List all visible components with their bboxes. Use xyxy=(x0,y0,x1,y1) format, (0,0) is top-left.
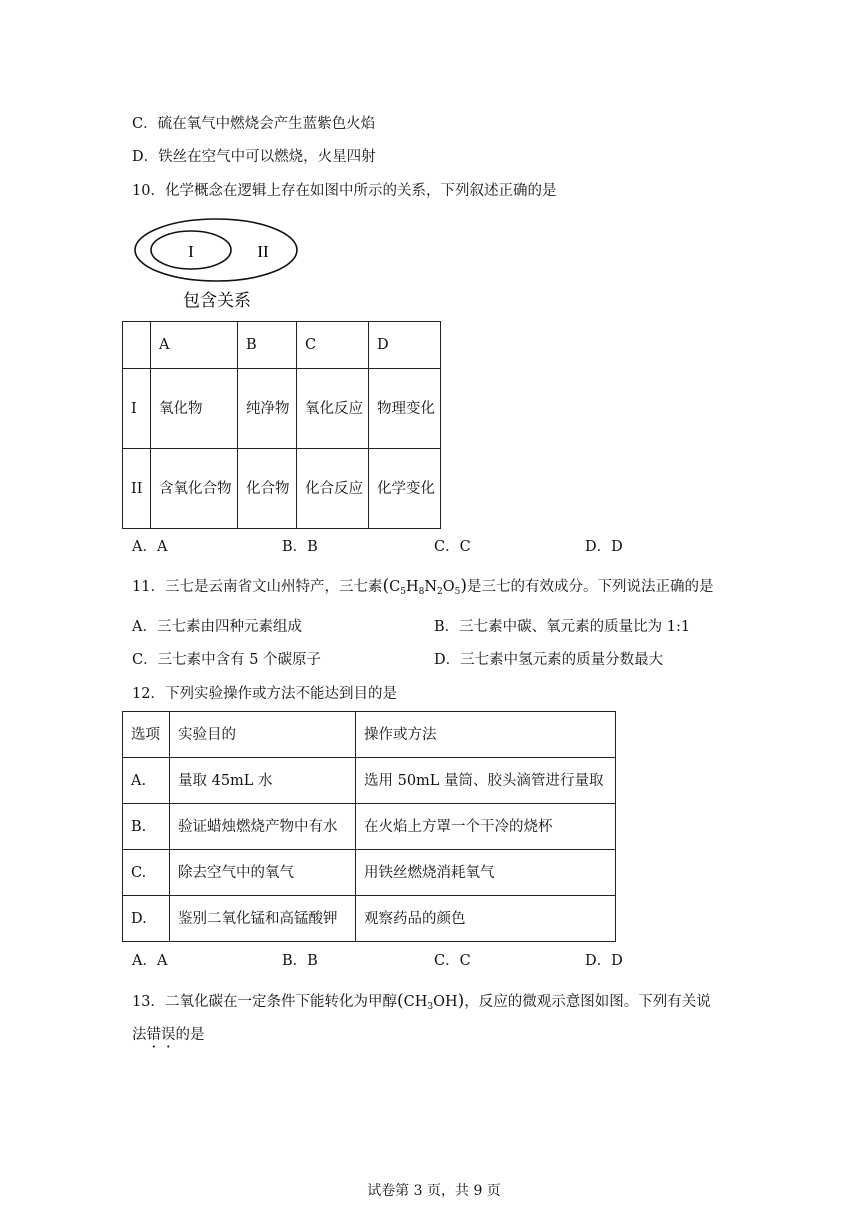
answer-option: B．B xyxy=(282,953,318,969)
header-cell: 操作或方法 xyxy=(356,712,616,758)
row-label: II xyxy=(123,449,151,529)
table-cell: 化合物 xyxy=(238,449,297,529)
diagram-caption: 包含关系 xyxy=(183,291,251,311)
table-cell: 观察药品的颜色 xyxy=(356,896,616,942)
answer-option: C．C xyxy=(434,539,471,555)
q9-option-c: C．硫在氧气中燃烧会产生蓝紫色火焰 xyxy=(132,116,376,132)
q10-stem: 10．化学概念在逻辑上存在如图中所示的关系，下列叙述正确的是 xyxy=(132,183,557,199)
table-cell: 化学变化 xyxy=(369,449,441,529)
header-cell: B xyxy=(238,322,297,369)
table-cell: 用铁丝燃烧消耗氧气 xyxy=(356,850,616,896)
outer-label: II xyxy=(257,242,269,261)
table-cell: 选用 50mL 量筒、胶头滴管进行量取 xyxy=(356,758,616,804)
table-row xyxy=(123,850,616,896)
q11-options-row1 xyxy=(132,617,732,637)
q13-formula: $CH_3OH$ xyxy=(403,994,458,1012)
header-cell: C xyxy=(297,322,369,369)
table-header-row xyxy=(123,712,616,758)
answer-option: C．C xyxy=(434,953,471,969)
table-cell: 物理变化 xyxy=(369,369,441,449)
table-cell: 验证蜡烛燃烧产物中有水 xyxy=(170,804,356,850)
answer-option: A．三七素由四种元素组成 xyxy=(132,619,302,635)
table-cell: B. xyxy=(123,804,170,850)
table-cell: 量取 45mL 水 xyxy=(170,758,356,804)
q10-inclusion-diagram xyxy=(130,216,302,312)
q13-stem-after: ，反应的微观示意图如图。下列有关说 xyxy=(464,994,711,1010)
q12-table xyxy=(122,711,616,942)
table-row xyxy=(123,804,616,850)
table-header-row xyxy=(123,322,441,369)
emphasis-char: 错 xyxy=(146,1027,161,1043)
table-cell: 含氧化合物 xyxy=(151,449,238,529)
q11-stem: 11．三七是云南省文山州特产，三七素$(C_5H_8N_2O_5)$是三七的有效成分。下列说法正确的是 xyxy=(132,576,714,597)
table-cell: 除去空气中的氧气 xyxy=(170,850,356,896)
answer-option: D．三七素中氢元素的质量分数最大 xyxy=(434,652,664,668)
q11-formula: $C_5H_8N_2O_5$ xyxy=(389,579,461,597)
header-cell: 实验目的 xyxy=(170,712,356,758)
answer-option: D．D xyxy=(585,953,623,969)
table-row xyxy=(123,896,616,942)
answer-option: B．B xyxy=(282,539,318,555)
table-cell: 纯净物 xyxy=(238,369,297,449)
table-cell: 氧化物 xyxy=(151,369,238,449)
table-cell: A. xyxy=(123,758,170,804)
answer-option: D．D xyxy=(585,539,623,555)
table-cell: 化合反应 xyxy=(297,449,369,529)
inner-label: I xyxy=(188,242,194,261)
q10-answers xyxy=(132,537,732,557)
answer-option: C．三七素中含有 5 个碳原子 xyxy=(132,652,322,668)
table-cell: D. xyxy=(123,896,170,942)
q11-stem-before: 11．三七是云南省文山州特产，三七素 xyxy=(132,579,383,595)
q11-options-row2 xyxy=(132,650,732,670)
table-row xyxy=(123,449,441,529)
header-cell xyxy=(123,322,151,369)
table-row xyxy=(123,758,616,804)
header-cell: A xyxy=(151,322,238,369)
q9-option-d: D．铁丝在空气中可以燃烧，火星四射 xyxy=(132,149,376,165)
q12-stem: 12．下列实验操作或方法不能达到目的是 xyxy=(132,686,397,702)
table-row xyxy=(123,369,441,449)
q13-stem-line1: 13．二氧化碳在一定条件下能转化为甲醇$(CH_3OH)$，反应的微观示意图如图。下列有关说 xyxy=(132,991,711,1012)
answer-option: B．三七素中碳、氧元素的质量比为 1:1 xyxy=(434,619,691,635)
q10-table xyxy=(122,321,441,529)
q13-stem-line2: 法错误的是 xyxy=(132,1027,205,1043)
header-cell: 选项 xyxy=(123,712,170,758)
emphasis-char: 误 xyxy=(161,1027,176,1043)
header-cell: D xyxy=(369,322,441,369)
table-cell: 氧化反应 xyxy=(297,369,369,449)
table-cell: C. xyxy=(123,850,170,896)
q11-stem-after: 是三七的有效成分。下列说法正确的是 xyxy=(467,579,714,595)
answer-option: A．A xyxy=(132,953,168,969)
q12-answers xyxy=(132,951,732,971)
answer-option: A．A xyxy=(132,539,168,555)
page-footer: 试卷第 3 页，共 9 页 xyxy=(367,1183,501,1199)
outer-ellipse xyxy=(135,219,297,281)
q13-stem-before: 13．二氧化碳在一定条件下能转化为甲醇 xyxy=(132,994,397,1010)
table-cell: 鉴别二氧化锰和高锰酸钾 xyxy=(170,896,356,942)
table-cell: 在火焰上方罩一个干冷的烧杯 xyxy=(356,804,616,850)
row-label: I xyxy=(123,369,151,449)
